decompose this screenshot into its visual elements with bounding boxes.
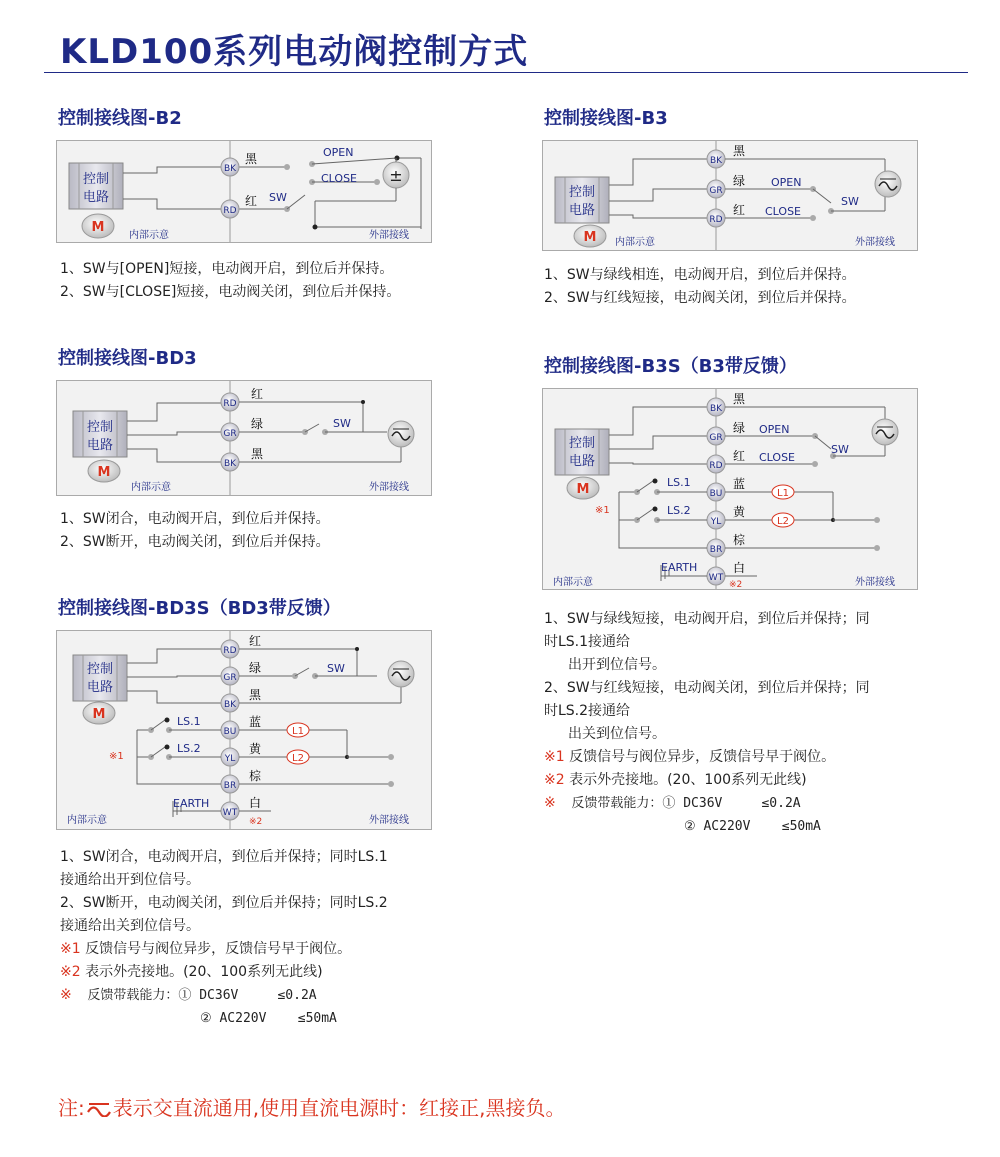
- lamp-l2-label: L2: [292, 753, 304, 764]
- earth-label: EARTH: [173, 797, 210, 810]
- open-label: OPEN: [323, 146, 354, 159]
- wire-label-red: 红: [251, 387, 264, 401]
- wire-label-red: 红: [245, 194, 258, 208]
- desc-b3s-1: 1、SW与绿线短接，电动阀开启，到位后并保持；同: [544, 611, 870, 627]
- terminal-gr-label: GR: [709, 433, 723, 443]
- section-title-bd3: 控制接线图-BD3: [58, 348, 197, 369]
- ctrl-label-1: 控制: [82, 172, 110, 187]
- section-title-b3s: 控制接线图-B3S（B3带反馈）: [544, 356, 797, 377]
- ctrl-label-2: 电路: [568, 203, 596, 218]
- close-label: CLOSE: [321, 172, 358, 185]
- diagram-b3s: [542, 388, 918, 590]
- ls1-label: LS.1: [177, 715, 201, 728]
- note-bd3s-4: [60, 1007, 388, 1030]
- wire-label-blue: 蓝: [249, 715, 262, 729]
- wire-label-white: 白: [733, 561, 746, 575]
- desc-bd3s: [60, 846, 388, 1030]
- wire-label-black: 黑: [733, 392, 746, 406]
- note-text: ② AC220V ≤50mA: [200, 1011, 337, 1026]
- desc-b3-1: 1、SW与绿线相连，电动阀开启，到位后并保持。: [544, 267, 856, 283]
- terminal-rd-label: RD: [709, 461, 723, 471]
- ls2-label: LS.2: [177, 742, 201, 755]
- desc-bd3: [60, 508, 330, 554]
- terminal-rd-label: RD: [709, 215, 723, 225]
- section-title-b2: 控制接线图-B2: [58, 108, 182, 129]
- mark2-label: ※2: [249, 817, 263, 827]
- note-mark: ※: [60, 987, 72, 1003]
- terminal-rd-label: RD: [223, 399, 237, 409]
- desc-b2-2: 2、SW与[CLOSE]短接，电动阀关闭，到位后并保持。: [60, 284, 401, 300]
- diagram-bd3s: [56, 630, 432, 830]
- control-circuit-box: [69, 163, 123, 209]
- terminal-bk-label: BK: [709, 404, 723, 414]
- wire-label-black: 黑: [245, 152, 258, 166]
- desc-bd3-2: 2、SW断开，电动阀关闭，到位后并保持。: [60, 534, 330, 550]
- title-underline: [44, 72, 968, 73]
- section-title-b3: 控制接线图-B3: [544, 108, 668, 129]
- note-text: 反馈信号与阀位异步，反馈信号早于阀位。: [80, 941, 352, 957]
- note-mark: ※2: [60, 964, 81, 980]
- wire-label-black: 黑: [733, 144, 746, 158]
- open-label: OPEN: [771, 176, 802, 189]
- ac-source-icon: [388, 421, 414, 447]
- note-text: 反馈带载能力：① DC36V ≤0.2A: [555, 796, 801, 811]
- wire-label-red: 红: [249, 634, 262, 648]
- sw-label: SW: [831, 443, 849, 456]
- external-label: 外部接线: [855, 577, 895, 588]
- motor-label: M: [583, 230, 597, 245]
- ac-source-icon: [872, 419, 898, 445]
- desc-bd3s-1: 1、SW闭合，电动阀开启，到位后并保持；同时LS.1: [60, 849, 388, 865]
- desc-bd3s-3: 2、SW断开，电动阀关闭，到位后并保持；同时LS.2: [60, 895, 388, 911]
- terminal-rd-label: RD: [223, 206, 237, 216]
- note-mark: ※2: [544, 772, 565, 788]
- svg-text:±: ±: [389, 166, 403, 185]
- external-label: 外部接线: [369, 482, 409, 493]
- mark2-label: ※2: [729, 580, 743, 590]
- terminal-rd-label: RD: [223, 646, 237, 656]
- terminal-wt-label: WT: [708, 573, 724, 583]
- note-b3s-3: [544, 792, 870, 815]
- ac-source-icon: [388, 661, 414, 687]
- terminal-gr-label: GR: [223, 673, 237, 683]
- note-mark: ※1: [544, 749, 565, 765]
- note-b3s-4: [544, 815, 870, 838]
- wire-label-brown: 棕: [733, 533, 746, 547]
- wire-label-red: 红: [733, 203, 746, 217]
- terminal-yl-label: YL: [710, 517, 722, 527]
- close-label: CLOSE: [765, 205, 802, 218]
- external-label: 外部接线: [369, 815, 409, 826]
- wire-label-black: 黑: [249, 688, 262, 702]
- internal-label: 内部示意: [67, 815, 107, 826]
- motor-label: M: [91, 220, 105, 235]
- note-mark: ※: [544, 795, 556, 811]
- wire-label-brown: 棕: [249, 769, 262, 783]
- desc-b2-1: 1、SW与[OPEN]短接，电动阀开启，到位后并保持。: [60, 261, 394, 277]
- page-title: KLD100系列电动阀控制方式: [60, 32, 529, 72]
- motor-label: M: [97, 465, 111, 480]
- sw-label: SW: [269, 191, 287, 204]
- open-label: OPEN: [759, 423, 790, 436]
- terminal-bu-label: BU: [223, 727, 237, 737]
- note-b3s-2: [544, 769, 870, 792]
- note-text: 表示交直流通用,使用直流电源时：红接正,黑接负。: [112, 1096, 566, 1120]
- ac-source-icon: [875, 171, 901, 197]
- ctrl-label-1: 控制: [568, 185, 596, 200]
- terminal-br-label: BR: [709, 545, 723, 555]
- terminal-gr-label: GR: [223, 429, 237, 439]
- terminal-bk-label: BK: [223, 459, 237, 469]
- ctrl-label-2: 电路: [86, 438, 114, 453]
- internal-label: 内部示意: [615, 237, 655, 248]
- terminal-br-label: BR: [223, 781, 237, 791]
- note-text: 反馈带载能力：① DC36V ≤0.2A: [71, 988, 317, 1003]
- desc-b3s-4: 2、SW与红线短接，电动阀关闭，到位后并保持；同: [544, 680, 870, 696]
- wire-label-red: 红: [733, 449, 746, 463]
- wire-label-green: 绿: [733, 421, 746, 435]
- terminal-bk-label: BK: [709, 156, 723, 166]
- desc-b3: [544, 264, 856, 310]
- terminal-gr-label: GR: [709, 186, 723, 196]
- external-label: 外部接线: [369, 230, 409, 241]
- desc-b3s-6: 出关到位信号。: [568, 726, 666, 742]
- diagram-b3: [542, 140, 918, 251]
- mark1-label: ※1: [595, 505, 610, 516]
- note-b3s-1: [544, 746, 870, 769]
- note-bd3s-2: [60, 961, 388, 984]
- desc-bd3s-2: 接通给出开到位信号。: [60, 872, 200, 888]
- ctrl-label-2: 电路: [568, 454, 596, 469]
- note-prefix: 注:: [58, 1096, 85, 1120]
- terminal-wt-label: WT: [222, 808, 238, 818]
- note-bd3s-3: [60, 984, 388, 1007]
- internal-label: 内部示意: [131, 482, 171, 493]
- ctrl-label-1: 控制: [568, 436, 596, 451]
- ctrl-label-2: 电路: [82, 190, 110, 205]
- ls2-label: LS.2: [667, 504, 691, 517]
- diagram-bd3: [56, 380, 432, 496]
- motor-label: M: [92, 707, 106, 722]
- ctrl-label-1: 控制: [86, 420, 114, 435]
- wire-label-yellow: 黄: [249, 742, 262, 756]
- note-bd3s-1: [60, 938, 388, 961]
- note-text: ② AC220V ≤50mA: [684, 819, 821, 834]
- sw-label: SW: [327, 662, 345, 675]
- note-text: 反馈信号与阀位异步，反馈信号早于阀位。: [564, 749, 836, 765]
- desc-b3s-3: 出开到位信号。: [568, 657, 666, 673]
- lamp-l1-label: L1: [777, 488, 789, 499]
- lamp-l1-label: L1: [292, 726, 304, 737]
- sw-label: SW: [841, 195, 859, 208]
- terminal-bk-label: BK: [223, 700, 237, 710]
- desc-b3s: [544, 608, 870, 838]
- close-label: CLOSE: [759, 451, 796, 464]
- wire-label-white: 白: [249, 796, 262, 810]
- external-label: 外部接线: [855, 237, 895, 248]
- diagram-b2: [56, 140, 432, 243]
- ac-symbol-icon: [85, 1099, 113, 1117]
- mark1-label: ※1: [109, 751, 124, 762]
- desc-b3s-2: 时LS.1接通给: [544, 634, 631, 650]
- section-title-bd3s: 控制接线图-BD3S（BD3带反馈）: [58, 598, 341, 619]
- wire-label-blue: 蓝: [733, 477, 746, 491]
- wire-label-black: 黑: [251, 447, 264, 461]
- earth-label: EARTH: [661, 561, 698, 574]
- ctrl-label-2: 电路: [86, 680, 114, 695]
- footer-note: [58, 1092, 565, 1121]
- desc-bd3-1: 1、SW闭合，电动阀开启，到位后并保持。: [60, 511, 330, 527]
- note-text: 表示外壳接地。(20、100系列无此线): [564, 772, 807, 788]
- sw-label: SW: [333, 417, 351, 430]
- wire-label-green: 绿: [733, 174, 746, 188]
- motor-label: M: [576, 482, 590, 497]
- terminal-bk-label: BK: [223, 164, 237, 174]
- desc-bd3s-4: 接通给出关到位信号。: [60, 918, 200, 934]
- wire-label-yellow: 黄: [733, 505, 746, 519]
- note-text: 表示外壳接地。(20、100系列无此线): [80, 964, 323, 980]
- internal-label: 内部示意: [553, 577, 593, 588]
- ctrl-label-1: 控制: [86, 662, 114, 677]
- terminal-bu-label: BU: [709, 489, 723, 499]
- desc-b3-2: 2、SW与红线短接，电动阀关闭，到位后并保持。: [544, 290, 856, 306]
- desc-b3s-5: 时LS.2接通给: [544, 703, 631, 719]
- terminal-yl-label: YL: [224, 754, 236, 764]
- wire-label-green: 绿: [251, 417, 264, 431]
- lamp-l2-label: L2: [777, 516, 789, 527]
- desc-b2: [60, 258, 400, 304]
- wire-label-green: 绿: [249, 661, 262, 675]
- ls1-label: LS.1: [667, 476, 691, 489]
- internal-label: 内部示意: [129, 230, 169, 241]
- note-mark: ※1: [60, 941, 81, 957]
